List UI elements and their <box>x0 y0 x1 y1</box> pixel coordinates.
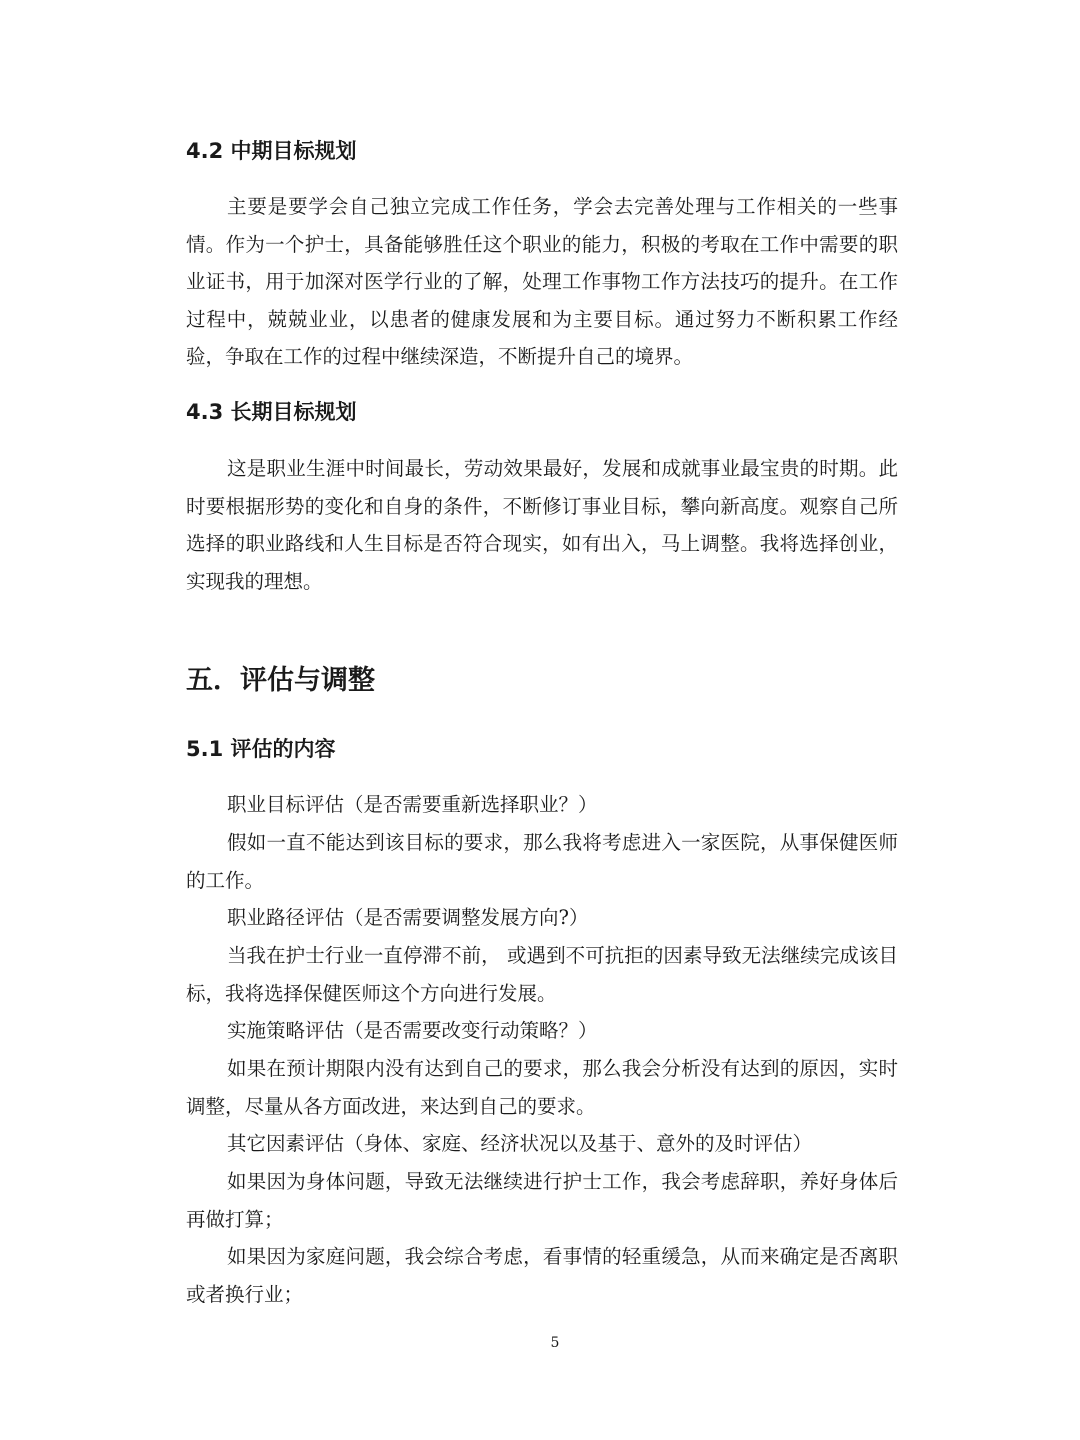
evaluation-item-career-goal: 职业目标评估（是否需要重新选择职业？） <box>227 793 598 816</box>
evaluation-text-family: 如果因为家庭问题，我会综合考虑，看事情的轻重缓急，从而来确定是否离职或者换行业； <box>186 1245 898 1306</box>
evaluation-text-career-path: 当我在护士行业一直停滞不前， 或遇到不可抗拒的因素导致无法继续完成该目标，我将选择保健医师这个方向进行发展。 <box>186 944 898 1005</box>
evaluation-text-strategy: 如果在预计期限内没有达到自己的要求，那么我会分析没有达到的原因，实时调整，尽量从各方面改进，来达到自己的要求。 <box>186 1057 898 1118</box>
evaluation-item-other-factors: 其它因素评估（身体、家庭、经济状况以及基于、意外的及时评估） <box>227 1132 813 1155</box>
section-4-3-paragraph: 这是职业生涯中时间最长，劳动效果最好，发展和成就事业最宝贵的时期。此时要根据形势的变化和自身的条件，不断修订事业目标，攀向新高度。观察自己所选择的职业路线和人生目标是否符合现实，如有出入，马上调整。我将选择创业，实现我的理想。 <box>186 457 898 593</box>
chapter-5-heading: 五．评估与调整 <box>186 665 375 696</box>
page-number: 5 <box>550 1335 560 1351</box>
evaluation-text-health: 如果因为身体问题，导致无法继续进行护士工作，我会考虑辞职，养好身体后再做打算； <box>186 1170 898 1231</box>
section-4-2-paragraph: 主要是要学会自己独立完成工作任务，学会去完善处理与工作相关的一些事情。作为一个护士，具备能够胜任这个职业的能力，积极的考取在工作中需要的职业证书，用于加深对医学行业的了解，处理工作事物工作方法技巧的提升。在工作过程中，兢兢业业，以患者的健康发展和为主要目标。通过努力不断积累工作经验，争取在工作的过程中继续深造，不断提升自己的境界。 <box>186 195 898 369</box>
evaluation-text-career-goal: 假如一直不能达到该目标的要求，那么我将考虑进入一家医院，从事保健医师的工作。 <box>186 831 898 892</box>
evaluation-item-career-path: 职业路径评估（是否需要调整发展方向?） <box>227 906 589 929</box>
section-5-1-heading: 5.1 评估的内容 <box>186 737 336 761</box>
section-4-2-heading: 4.2 中期目标规划 <box>186 139 357 163</box>
evaluation-item-strategy: 实施策略评估（是否需要改变行动策略？） <box>227 1019 598 1042</box>
section-4-3-heading: 4.3 长期目标规划 <box>186 400 357 424</box>
